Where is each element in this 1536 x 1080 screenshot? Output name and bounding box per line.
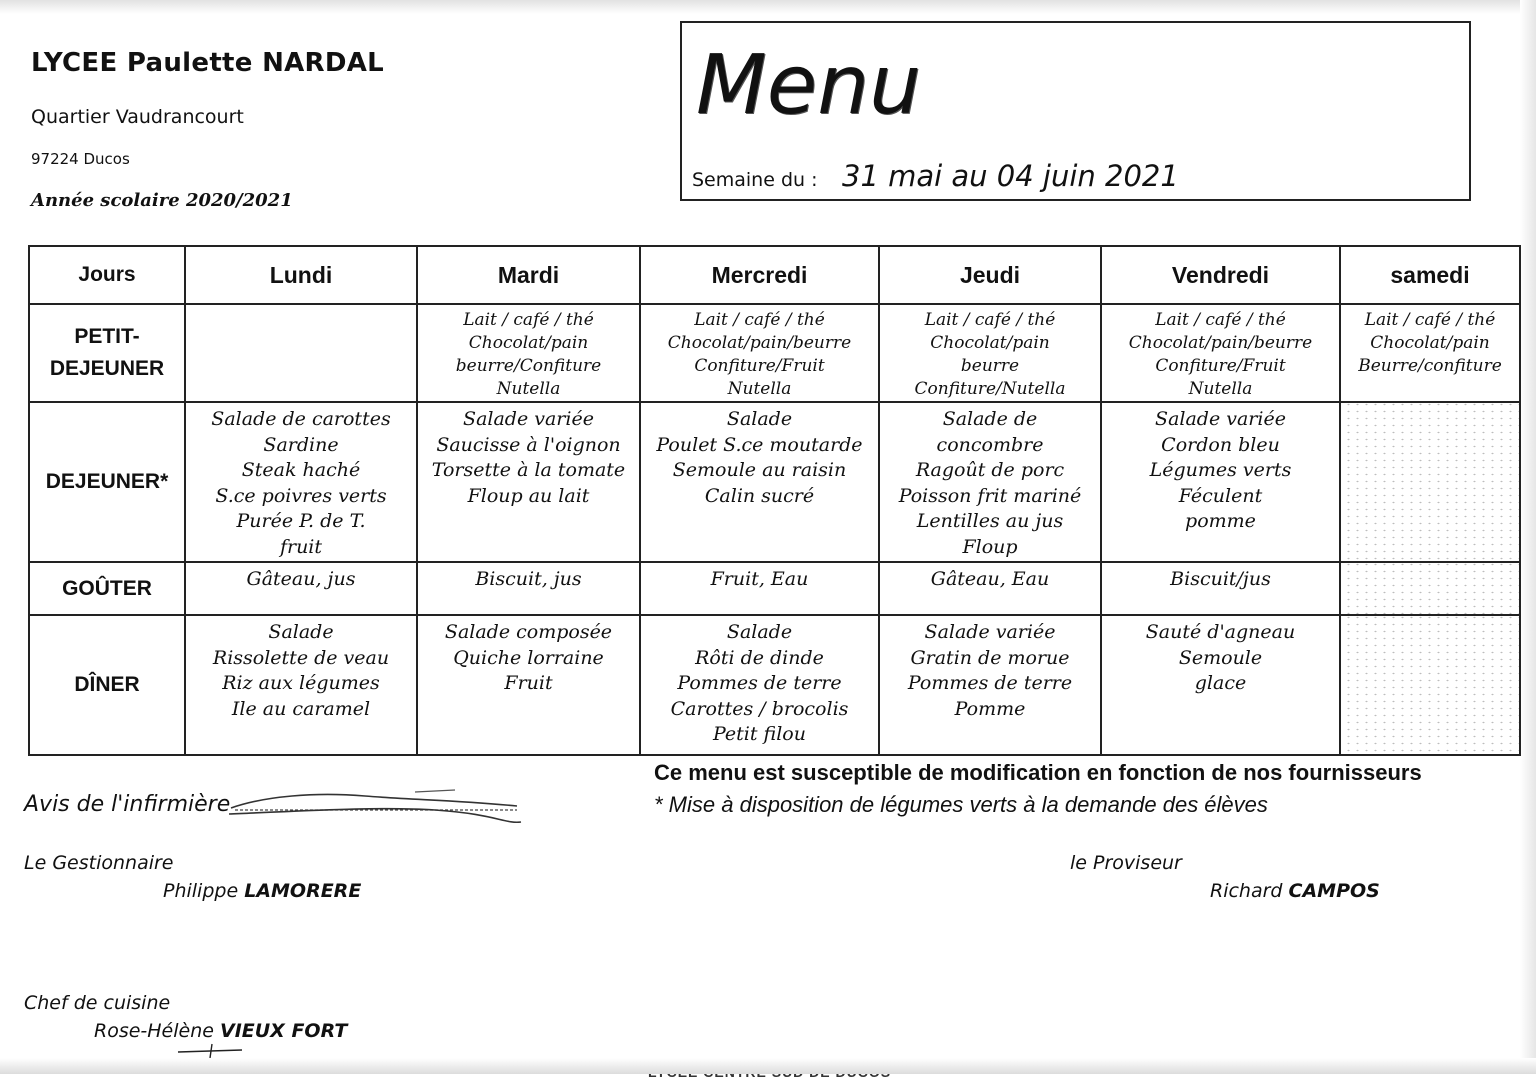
nurse-signature-scribble bbox=[225, 786, 525, 830]
menu-cell-gouter-mercredi bbox=[640, 562, 879, 615]
menu-cell-petit-dejeuner-vendredi bbox=[1101, 304, 1340, 402]
menu-cell-items bbox=[1102, 616, 1339, 697]
menu-cell-petit-dejeuner-jeudi bbox=[879, 304, 1101, 402]
menu-cell-items bbox=[880, 563, 1100, 593]
menu-table bbox=[28, 245, 1521, 756]
menu-item: Biscuit, jus bbox=[475, 568, 582, 590]
menu-item: Salade de bbox=[942, 408, 1038, 430]
menu-title: Menu bbox=[696, 38, 922, 133]
proviseur-first-name: Richard bbox=[1210, 880, 1283, 902]
menu-cell-items bbox=[641, 616, 878, 748]
school-address-line2: 97224 Ducos bbox=[31, 150, 130, 168]
scan-edge-top bbox=[0, 0, 1536, 14]
menu-cell-items bbox=[880, 305, 1100, 401]
meal-label-petit-dejeuner bbox=[29, 304, 185, 402]
menu-item: Cordon bleu bbox=[1161, 433, 1280, 456]
menu-item: fruit bbox=[279, 535, 323, 558]
menu-item: Lentilles au jus bbox=[916, 510, 1064, 532]
menu-item: Sardine bbox=[263, 433, 339, 456]
menu-item: Floup au lait bbox=[467, 484, 590, 507]
menu-item: Lait / café / thé bbox=[694, 310, 825, 330]
meal-label-line: DÎNER bbox=[74, 673, 140, 696]
menu-item: Gratin de morue bbox=[910, 646, 1070, 669]
menu-cell-items bbox=[1102, 305, 1339, 401]
menu-row-dejeuner bbox=[29, 402, 1520, 562]
menu-item: Pommes de terre bbox=[677, 672, 842, 694]
header-day-mercredi: Mercredi bbox=[640, 246, 879, 304]
menu-cell-gouter-samedi bbox=[1340, 562, 1520, 615]
menu-item: Salade variée bbox=[924, 621, 1056, 643]
menu-item: Floup bbox=[962, 535, 1018, 558]
menu-item: Confiture/Fruit bbox=[694, 356, 825, 376]
menu-cell-dejeuner-samedi bbox=[1340, 402, 1520, 562]
nurse-opinion-label: Avis de l'infirmière bbox=[24, 792, 231, 817]
menu-cell-dejeuner-mercredi bbox=[640, 402, 879, 562]
menu-cell-items bbox=[186, 403, 416, 560]
menu-cell-items bbox=[641, 403, 878, 509]
menu-cell-petit-dejeuner-mardi bbox=[417, 304, 640, 402]
menu-item: Riz aux légumes bbox=[222, 672, 380, 694]
menu-item: Purée P. de T. bbox=[236, 510, 366, 532]
menu-row-gouter bbox=[29, 562, 1520, 615]
menu-item: Salade variée bbox=[463, 408, 594, 430]
menu-item: Fruit bbox=[504, 672, 553, 694]
menu-item: Calin sucré bbox=[704, 484, 815, 507]
menu-item: Salade bbox=[726, 621, 793, 643]
menu-cell-dejeuner-vendredi bbox=[1101, 402, 1340, 562]
menu-cell-diner-mercredi bbox=[640, 615, 879, 755]
menu-item: Steak haché bbox=[241, 459, 361, 481]
menu-cell-diner-mardi bbox=[417, 615, 640, 755]
menu-item: Semoule bbox=[1178, 646, 1263, 669]
vegetables-note: * Mise à disposition de légumes verts à la demande des élèves bbox=[654, 792, 1268, 817]
menu-item: glace bbox=[1194, 672, 1247, 694]
menu-item: Rissolette de veau bbox=[212, 646, 390, 669]
menu-item: Lait / café / thé bbox=[1155, 310, 1286, 330]
menu-item: Torsette à la tomate bbox=[431, 459, 626, 481]
menu-item: Salade variée bbox=[1155, 408, 1286, 430]
menu-cell-gouter-mardi bbox=[417, 562, 640, 615]
menu-cell-gouter-lundi bbox=[185, 562, 417, 615]
menu-cell-items bbox=[1341, 563, 1519, 567]
header-day-vendredi: Vendredi bbox=[1101, 246, 1340, 304]
header-day-samedi: samedi bbox=[1340, 246, 1520, 304]
menu-item: Semoule au raisin bbox=[672, 459, 847, 481]
modification-note: Ce menu est susceptible de modification en fonction de nos fournisseurs bbox=[654, 760, 1422, 785]
menu-item: Féculent bbox=[1178, 484, 1263, 507]
menu-item: Légumes verts bbox=[1149, 459, 1292, 481]
menu-cell-dejeuner-jeudi bbox=[879, 402, 1101, 562]
chef-signature-mark bbox=[176, 1040, 246, 1060]
menu-item: Chocolat/pain bbox=[468, 333, 589, 353]
menu-cell-gouter-jeudi bbox=[879, 562, 1101, 615]
menu-item: Lait / café / thé bbox=[1364, 310, 1496, 330]
gestionnaire-name bbox=[163, 880, 361, 902]
menu-item: Chocolat/pain/beurre bbox=[667, 333, 852, 353]
menu-item: beurre/Confiture bbox=[455, 356, 602, 376]
school-address-line1: Quartier Vaudrancourt bbox=[31, 106, 244, 128]
gestionnaire-title: Le Gestionnaire bbox=[24, 852, 174, 874]
menu-cell-items bbox=[641, 305, 878, 401]
meal-label-line: DEJEUNER bbox=[49, 357, 165, 380]
menu-cell-items bbox=[418, 563, 639, 593]
menu-item: Quiche lorraine bbox=[453, 646, 604, 669]
meal-label-line: GOÛTER bbox=[62, 576, 152, 600]
menu-item: Confiture/Nutella bbox=[914, 379, 1066, 399]
menu-item: Beurre/confiture bbox=[1358, 356, 1502, 376]
chef-title: Chef de cuisine bbox=[24, 992, 171, 1014]
chef-first-name: Rose-Hélène bbox=[94, 1020, 214, 1042]
menu-cell-dejeuner-lundi bbox=[185, 402, 417, 562]
menu-item: Gâteau, jus bbox=[246, 568, 356, 590]
menu-cell-dejeuner-mardi bbox=[417, 402, 640, 562]
menu-item: Fruit, Eau bbox=[710, 568, 809, 590]
menu-cell-items bbox=[418, 305, 639, 401]
menu-row-diner bbox=[29, 615, 1520, 755]
header-day-jeudi: Jeudi bbox=[879, 246, 1101, 304]
menu-item: Confiture/Fruit bbox=[1155, 356, 1286, 376]
menu-item: Sauté d'agneau bbox=[1145, 621, 1296, 643]
chef-last-name: VIEUX FORT bbox=[220, 1020, 348, 1042]
menu-item: Salade de carottes bbox=[211, 408, 391, 430]
meal-label-dejeuner bbox=[29, 402, 185, 562]
menu-item: Nutella bbox=[496, 379, 561, 399]
header-day-mardi: Mardi bbox=[417, 246, 640, 304]
menu-item: Rôti de dinde bbox=[695, 646, 824, 669]
gestionnaire-first-name: Philippe bbox=[163, 880, 239, 902]
menu-cell-petit-dejeuner-lundi bbox=[185, 304, 417, 402]
school-name: LYCEE Paulette NARDAL bbox=[31, 48, 385, 78]
gestionnaire-last-name: LAMORERE bbox=[244, 880, 362, 902]
menu-item: beurre bbox=[960, 356, 1020, 376]
menu-item: Salade bbox=[726, 408, 793, 430]
menu-item: Salade bbox=[268, 621, 334, 643]
meal-label-line: PETIT- bbox=[74, 325, 140, 348]
meal-label-gouter bbox=[29, 562, 185, 615]
menu-item: Chocolat/pain bbox=[1370, 333, 1490, 353]
week-label: Semaine du : bbox=[692, 169, 818, 191]
proviseur-last-name: CAMPOS bbox=[1288, 880, 1380, 902]
menu-item: Ile au caramel bbox=[231, 697, 371, 720]
menu-cell-petit-dejeuner-samedi bbox=[1340, 304, 1520, 402]
menu-item: Chocolat/pain bbox=[930, 333, 1050, 353]
header-jours: Jours bbox=[29, 246, 185, 304]
menu-item: Nutella bbox=[1188, 379, 1253, 399]
menu-item: Gâteau, Eau bbox=[930, 568, 1050, 590]
menu-row-petit-dejeuner bbox=[29, 304, 1520, 402]
menu-item: Salade composée bbox=[444, 621, 613, 643]
menu-item: Nutella bbox=[727, 379, 792, 399]
menu-cell-items bbox=[641, 563, 878, 593]
scan-edge-right bbox=[1520, 0, 1536, 1074]
menu-cell-diner-samedi bbox=[1340, 615, 1520, 755]
menu-item: Pommes de terre bbox=[907, 672, 1073, 694]
menu-cell-items bbox=[186, 305, 416, 309]
menu-cell-diner-lundi bbox=[185, 615, 417, 755]
menu-item: Ragoût de porc bbox=[915, 459, 1065, 481]
menu-cell-items bbox=[186, 563, 416, 593]
menu-cell-gouter-vendredi bbox=[1101, 562, 1340, 615]
proviseur-name bbox=[1210, 880, 1380, 902]
menu-cell-items bbox=[1341, 403, 1519, 407]
menu-cell-items bbox=[1341, 305, 1519, 378]
meal-label-line: DEJEUNER* bbox=[45, 470, 169, 493]
meal-label-diner bbox=[29, 615, 185, 755]
menu-item: Biscuit/jus bbox=[1170, 568, 1271, 590]
menu-item: Pomme bbox=[954, 697, 1026, 720]
chef-name bbox=[94, 1020, 347, 1042]
menu-cell-items bbox=[1102, 563, 1339, 593]
menu-cell-items bbox=[1341, 616, 1519, 620]
menu-item: Lait / café / thé bbox=[924, 310, 1056, 330]
menu-item: Saucisse à l'oignon bbox=[436, 433, 621, 456]
menu-item: S.ce poivres verts bbox=[215, 484, 387, 507]
header-row bbox=[29, 246, 1520, 304]
menu-item: concombre bbox=[936, 433, 1044, 456]
header-day-lundi: Lundi bbox=[185, 246, 417, 304]
menu-item: Poulet S.ce moutarde bbox=[656, 433, 863, 456]
proviseur-title: le Proviseur bbox=[1070, 852, 1182, 874]
menu-cell-items bbox=[418, 403, 639, 509]
menu-item: Carottes / brocolis bbox=[670, 697, 849, 720]
menu-cell-items bbox=[880, 616, 1100, 722]
menu-cell-diner-vendredi bbox=[1101, 615, 1340, 755]
menu-title-box bbox=[680, 21, 1471, 201]
menu-cell-diner-jeudi bbox=[879, 615, 1101, 755]
menu-item: Petit filou bbox=[713, 723, 806, 745]
menu-item: Chocolat/pain/beurre bbox=[1128, 333, 1313, 353]
menu-cell-items bbox=[186, 616, 416, 722]
menu-cell-petit-dejeuner-mercredi bbox=[640, 304, 879, 402]
scan-edge-bottom bbox=[0, 1058, 1536, 1074]
menu-item: Lait / café / thé bbox=[463, 310, 594, 330]
menu-cell-items bbox=[880, 403, 1100, 560]
menu-cell-items bbox=[418, 616, 639, 697]
menu-item: Poisson frit mariné bbox=[898, 484, 1082, 507]
school-year: Année scolaire 2020/2021 bbox=[31, 190, 293, 211]
week-value: 31 mai au 04 juin 2021 bbox=[842, 159, 1179, 193]
menu-cell-items bbox=[1102, 403, 1339, 535]
menu-item: pomme bbox=[1185, 510, 1256, 532]
